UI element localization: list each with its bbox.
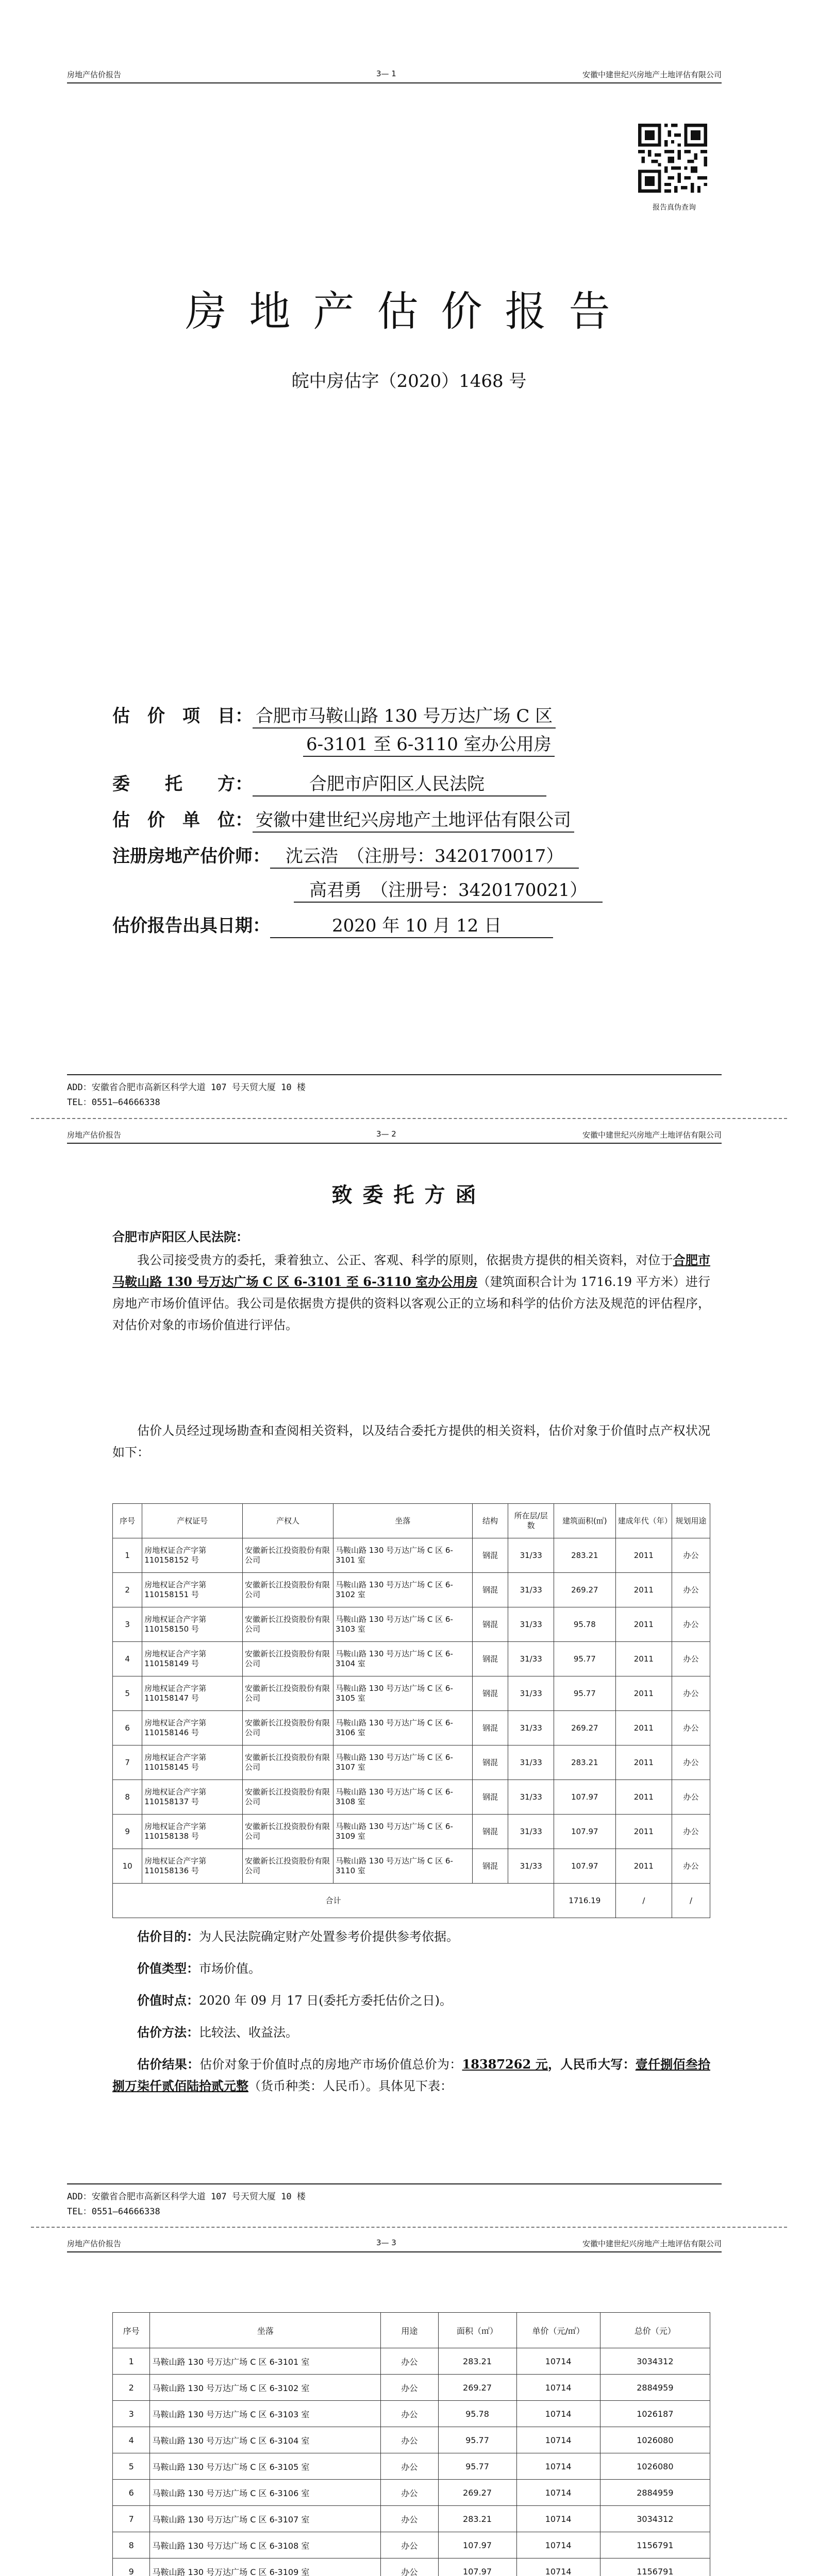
project-row-2 <box>303 733 555 757</box>
table-cell: 107.97 <box>554 1849 615 1884</box>
table-cell: 马鞍山路 130 号万达广场 C 区 6-3103 室 <box>150 2401 381 2427</box>
table-cell: 办公 <box>381 2506 438 2532</box>
total-slash: / <box>615 1884 672 1918</box>
table-row <box>113 1815 710 1849</box>
table-cell: 马鞍山路 130 号万达广场 C 区 6-3105 室 <box>150 2453 381 2480</box>
col-header: 产权人 <box>242 1504 333 1538</box>
table-cell: 2011 <box>615 1711 672 1745</box>
col-header: 规划用途 <box>672 1504 710 1538</box>
table-cell: 马鞍山路 130 号万达广场 C 区 6-3107 室 <box>150 2506 381 2532</box>
table-cell: 10714 <box>516 2427 600 2453</box>
valuers-row-2 <box>294 879 603 903</box>
header-page-mark: 3— 2 <box>376 1129 396 1139</box>
type-row <box>112 1958 710 1979</box>
purpose-row <box>112 1926 710 1947</box>
table-cell: 办公 <box>381 2532 438 2558</box>
table-cell: 31/33 <box>508 1780 554 1815</box>
header-left: 房地产估价报告 <box>67 2239 122 2248</box>
result-amount: 18387262 元 <box>462 2057 548 2072</box>
table-cell: 6 <box>113 2480 150 2506</box>
table-cell: 107.97 <box>554 1780 615 1815</box>
table-row <box>113 2558 710 2576</box>
result-upper: 壹仟捌佰叁拾捌万柒仟贰佰陆拾贰元整 <box>112 2057 711 2093</box>
table-cell: 10714 <box>516 2375 600 2401</box>
table-row <box>113 1676 710 1711</box>
page-break <box>31 2227 787 2228</box>
table-cell: 107.97 <box>438 2532 516 2558</box>
table-cell: 283.21 <box>438 2506 516 2532</box>
table-row <box>113 2348 710 2375</box>
col-header: 所在层/层数 <box>508 1504 554 1538</box>
table-cell: 8 <box>113 1780 142 1815</box>
table-cell: 安徽新长江投资股份有限公司 <box>242 1607 333 1642</box>
total-area: 1716.19 <box>554 1884 615 1918</box>
table-cell: 马鞍山路 130 号万达广场 C 区 6-3108 室 <box>333 1780 472 1815</box>
table-cell: 房地权证合产字第 110158146 号 <box>142 1711 243 1745</box>
table-cell: 安徽新长江投资股份有限公司 <box>242 1815 333 1849</box>
project-value-1: 合肥市马鞍山路 130 号万达广场 C 区 <box>253 705 556 728</box>
date-value: 2020 年 10 月 12 日 <box>270 914 553 938</box>
table-cell: 安徽新长江投资股份有限公司 <box>242 1780 333 1815</box>
table-cell: 2011 <box>615 1573 672 1607</box>
table-cell: 办公 <box>672 1676 710 1711</box>
footer-address: ADD：安徽省合肥市高新区科学大道 107 号天贸大厦 10 楼 <box>67 1082 306 1093</box>
table-cell: 2011 <box>615 1849 672 1884</box>
table2-body <box>113 2348 710 2576</box>
table-cell: 269.27 <box>438 2480 516 2506</box>
col-header: 建筑面积(㎡) <box>554 1504 615 1538</box>
table-cell: 7 <box>113 1745 142 1780</box>
table-cell: 2011 <box>615 1780 672 1815</box>
table-cell: 3034312 <box>600 2506 710 2532</box>
table-cell: 办公 <box>381 2453 438 2480</box>
table-cell: 马鞍山路 130 号万达广场 C 区 6-3110 室 <box>333 1849 472 1884</box>
table-cell: 3 <box>113 1607 142 1642</box>
valuer-1: 沈云浩 （注册号：3420170017） <box>270 845 579 869</box>
table-cell: 10714 <box>516 2480 600 2506</box>
valuers-label: 注册房地产估价师： <box>112 846 270 867</box>
doc-number: 皖中房估字（2020）1468 号 <box>291 371 527 392</box>
letter-addressee: 合肥市庐阳区人民法院： <box>112 1229 248 1244</box>
table-row <box>113 2532 710 2558</box>
table-cell: 2011 <box>615 1538 672 1573</box>
table-cell: 房地权证合产字第 110158151 号 <box>142 1573 243 1607</box>
table-cell: 31/33 <box>508 1676 554 1711</box>
letter-title: 致委托方函 <box>331 1183 487 1207</box>
appraiser-value: 安徽中建世纪兴房地产土地评估有限公司 <box>253 809 574 833</box>
table-cell: 马鞍山路 130 号万达广场 C 区 6-3101 室 <box>150 2348 381 2375</box>
table-cell: 10714 <box>516 2453 600 2480</box>
col-header: 坐落 <box>150 2313 381 2348</box>
page-break <box>31 1118 787 1119</box>
table-cell: 2011 <box>615 1676 672 1711</box>
table-cell: 1026080 <box>600 2427 710 2453</box>
para1-c: （建筑面积合计为 1716.19 平方米）进行房地产市场价值评估。我公司是依据贵方提供的资料以客观公正的立场和科学的估价方法及规范的评估程序，对估价对象的市场价值进行评估。 <box>112 1275 710 1332</box>
table-row <box>113 2453 710 2480</box>
header-left: 房地产估价报告 <box>67 70 122 79</box>
footer-tel: TEL：0551—64666338 <box>67 1097 160 1108</box>
col-header: 用途 <box>381 2313 438 2348</box>
table-cell: 2884959 <box>600 2375 710 2401</box>
table-cell: 房地权证合产字第 110158136 号 <box>142 1849 243 1884</box>
table-cell: 马鞍山路 130 号万达广场 C 区 6-3103 室 <box>333 1607 472 1642</box>
table-cell: 办公 <box>672 1711 710 1745</box>
table-cell: 9 <box>113 1815 142 1849</box>
table-cell: 269.27 <box>554 1573 615 1607</box>
table-row <box>113 2480 710 2506</box>
table-row <box>113 1745 710 1780</box>
table-cell: 31/33 <box>508 1745 554 1780</box>
table-cell: 10714 <box>516 2401 600 2427</box>
page-header <box>67 2231 722 2252</box>
table-cell: 办公 <box>381 2558 438 2576</box>
table-cell: 283.21 <box>554 1538 615 1573</box>
table-cell: 马鞍山路 130 号万达广场 C 区 6-3106 室 <box>333 1711 472 1745</box>
table-row <box>113 1849 710 1884</box>
table-cell: 10714 <box>516 2506 600 2532</box>
col-header: 序号 <box>113 1504 142 1538</box>
table-cell: 办公 <box>381 2401 438 2427</box>
table-cell: 4 <box>113 1642 142 1676</box>
table-cell: 办公 <box>381 2480 438 2506</box>
table-cell: 31/33 <box>508 1573 554 1607</box>
purpose-label: 估价目的： <box>137 1929 199 1944</box>
project-row <box>112 705 556 728</box>
table-cell: 107.97 <box>554 1815 615 1849</box>
table1-body <box>113 1538 710 1884</box>
table-cell: 2011 <box>615 1642 672 1676</box>
time-label: 价值时点： <box>137 1993 199 2008</box>
method-label: 估价方法： <box>137 2025 199 2040</box>
table-cell: 钢混 <box>472 1538 508 1573</box>
table-cell: 269.27 <box>554 1711 615 1745</box>
project-label: 估 价 项 目： <box>112 706 253 726</box>
method-row <box>112 2022 710 2043</box>
table-cell: 安徽新长江投资股份有限公司 <box>242 1849 333 1884</box>
table-cell: 安徽新长江投资股份有限公司 <box>242 1642 333 1676</box>
page-footer <box>67 2183 722 2219</box>
table-cell: 钢混 <box>472 1745 508 1780</box>
table-cell: 办公 <box>672 1573 710 1607</box>
table-cell: 95.78 <box>554 1607 615 1642</box>
table-row <box>113 1711 710 1745</box>
appraiser-row <box>112 809 574 833</box>
table-cell: 马鞍山路 130 号万达广场 C 区 6-3102 室 <box>150 2375 381 2401</box>
total-slash: / <box>672 1884 710 1918</box>
col-header: 序号 <box>113 2313 150 2348</box>
table-cell: 3034312 <box>600 2348 710 2375</box>
table-cell: 办公 <box>672 1538 710 1573</box>
table-cell: 办公 <box>672 1607 710 1642</box>
table-cell: 95.77 <box>554 1676 615 1711</box>
table-cell: 10714 <box>516 2558 600 2576</box>
report-title: 房地产估价报告 <box>185 287 633 335</box>
table-cell: 房地权证合产字第 110158138 号 <box>142 1815 243 1849</box>
footer-address: ADD：安徽省合肥市高新区科学大道 107 号天贸大厦 10 楼 <box>67 2192 306 2202</box>
table-cell: 283.21 <box>554 1745 615 1780</box>
table-cell: 31/33 <box>508 1849 554 1884</box>
table-cell: 7 <box>113 2506 150 2532</box>
table-cell: 6 <box>113 1711 142 1745</box>
table-cell: 31/33 <box>508 1815 554 1849</box>
client-label: 委 托 方： <box>112 774 253 794</box>
table-cell: 马鞍山路 130 号万达广场 C 区 6-3109 室 <box>333 1815 472 1849</box>
header-page-mark: 3— 1 <box>376 69 396 78</box>
letter-paragraph-2: 估价人员经过现场勘查和查阅相关资料，以及结合委托方提供的相关资料，估价对象于价值时点产权状况如下： <box>112 1423 710 1460</box>
col-header: 面积（㎡） <box>438 2313 516 2348</box>
table-cell: 5 <box>113 1676 142 1711</box>
purpose-value: 为人民法院确定财产处置参考价提供参考依据。 <box>199 1929 459 1944</box>
header-right: 安徽中建世纪兴房地产土地评估有限公司 <box>582 70 722 79</box>
table-cell: 办公 <box>672 1642 710 1676</box>
total-label: 合计 <box>113 1884 554 1918</box>
result-row <box>112 2054 710 2097</box>
table-cell: 办公 <box>381 2427 438 2453</box>
table-cell: 95.77 <box>438 2453 516 2480</box>
table-cell: 9 <box>113 2558 150 2576</box>
table-cell: 钢混 <box>472 1780 508 1815</box>
table-cell: 钢混 <box>472 1607 508 1642</box>
table-header-row <box>113 2313 710 2348</box>
table-row <box>113 1538 710 1573</box>
table-cell: 2 <box>113 1573 142 1607</box>
table-cell: 马鞍山路 130 号万达广场 C 区 6-3109 室 <box>150 2558 381 2576</box>
time-row <box>112 1990 710 2011</box>
type-value: 市场价值。 <box>199 1961 261 1976</box>
valuation-result-table <box>112 2312 710 2576</box>
page-footer <box>67 1074 722 1110</box>
table-cell: 钢混 <box>472 1815 508 1849</box>
table-cell: 31/33 <box>508 1538 554 1573</box>
header-right: 安徽中建世纪兴房地产土地评估有限公司 <box>582 1130 722 1140</box>
table-row <box>113 2506 710 2532</box>
table-cell: 钢混 <box>472 1676 508 1711</box>
table-cell: 钢混 <box>472 1642 508 1676</box>
valuers-row <box>112 845 579 869</box>
table-row <box>113 1607 710 1642</box>
table-cell: 4 <box>113 2427 150 2453</box>
table-cell: 1026080 <box>600 2453 710 2480</box>
footer-tel: TEL：0551—64666338 <box>67 2206 160 2217</box>
client-value: 合肥市庐阳区人民法院 <box>253 773 546 796</box>
table-cell: 办公 <box>672 1745 710 1780</box>
table-cell: 10714 <box>516 2532 600 2558</box>
table-cell: 95.77 <box>554 1642 615 1676</box>
table-cell: 3 <box>113 2401 150 2427</box>
table-cell: 安徽新长江投资股份有限公司 <box>242 1573 333 1607</box>
table-cell: 安徽新长江投资股份有限公司 <box>242 1538 333 1573</box>
table-cell: 马鞍山路 130 号万达广场 C 区 6-3107 室 <box>333 1745 472 1780</box>
header-page-mark: 3— 3 <box>376 2238 396 2247</box>
col-header: 总价（元） <box>600 2313 710 2348</box>
para1-property: 合肥市马鞍山路 130 号万达广场 C 区 6-3101 至 6-3110 室办公用房 <box>112 1252 710 1289</box>
table-cell: 95.77 <box>438 2427 516 2453</box>
table-cell: 1026187 <box>600 2401 710 2427</box>
table-row <box>113 1573 710 1607</box>
result-b: ，人民币大写： <box>548 2057 636 2072</box>
table-cell: 31/33 <box>508 1607 554 1642</box>
table-cell: 办公 <box>381 2348 438 2375</box>
col-header: 结构 <box>472 1504 508 1538</box>
col-header: 建成年代（年） <box>615 1504 672 1538</box>
type-label: 价值类型： <box>137 1961 199 1976</box>
table-cell: 1156791 <box>600 2558 710 2576</box>
table-row <box>113 2375 710 2401</box>
table-cell: 房地权证合产字第 110158145 号 <box>142 1745 243 1780</box>
project-value-2: 6-3101 至 6-3110 室办公用房 <box>303 733 555 757</box>
qr-caption: 报告真伪查询 <box>653 204 696 212</box>
table-cell: 107.97 <box>438 2558 516 2576</box>
appraiser-label: 估 价 单 位： <box>112 810 253 831</box>
table-cell: 283.21 <box>438 2348 516 2375</box>
table-row <box>113 2401 710 2427</box>
valuer-2: 高君勇 （注册号：3420170021） <box>294 879 603 903</box>
table-cell: 马鞍山路 130 号万达广场 C 区 6-3102 室 <box>333 1573 472 1607</box>
table-cell: 钢混 <box>472 1849 508 1884</box>
table-row <box>113 1780 710 1815</box>
property-rights-table <box>112 1503 710 1918</box>
table-cell: 安徽新长江投资股份有限公司 <box>242 1676 333 1711</box>
table-cell: 269.27 <box>438 2375 516 2401</box>
header-right: 安徽中建世纪兴房地产土地评估有限公司 <box>582 2239 722 2248</box>
table-cell: 马鞍山路 130 号万达广场 C 区 6-3106 室 <box>150 2480 381 2506</box>
table-cell: 房地权证合产字第 110158149 号 <box>142 1642 243 1676</box>
table-cell: 办公 <box>672 1849 710 1884</box>
table-cell: 马鞍山路 130 号万达广场 C 区 6-3101 室 <box>333 1538 472 1573</box>
table-cell: 10714 <box>516 2348 600 2375</box>
table-cell: 1 <box>113 1538 142 1573</box>
table-cell: 安徽新长江投资股份有限公司 <box>242 1745 333 1780</box>
table-cell: 马鞍山路 130 号万达广场 C 区 6-3104 室 <box>150 2427 381 2453</box>
table-cell: 房地权证合产字第 110158150 号 <box>142 1607 243 1642</box>
table-cell: 钢混 <box>472 1573 508 1607</box>
table-cell: 1 <box>113 2348 150 2375</box>
table-row <box>113 1642 710 1676</box>
table-cell: 房地权证合产字第 110158137 号 <box>142 1780 243 1815</box>
col-header: 坐落 <box>333 1504 472 1538</box>
table-cell: 安徽新长江投资股份有限公司 <box>242 1711 333 1745</box>
col-header: 产权证号 <box>142 1504 243 1538</box>
table-cell: 马鞍山路 130 号万达广场 C 区 6-3108 室 <box>150 2532 381 2558</box>
table-cell: 办公 <box>381 2375 438 2401</box>
table-cell: 31/33 <box>508 1642 554 1676</box>
table-cell: 马鞍山路 130 号万达广场 C 区 6-3104 室 <box>333 1642 472 1676</box>
table-cell: 2011 <box>615 1815 672 1849</box>
table-cell: 10 <box>113 1849 142 1884</box>
table-cell: 马鞍山路 130 号万达广场 C 区 6-3105 室 <box>333 1676 472 1711</box>
table-cell: 2011 <box>615 1607 672 1642</box>
table-cell: 房地权证合产字第 110158147 号 <box>142 1676 243 1711</box>
para1-a: 我公司接受贵方的委托，秉着独立、公正、客观、科学的原则，依据贵方提供的相关资料，对位于 <box>137 1253 673 1267</box>
result-c: （货币种类：人民币）。具体见下表： <box>248 2079 453 2093</box>
result-label: 估价结果： <box>137 2057 200 2072</box>
method-value: 比较法、收益法。 <box>199 2025 298 2040</box>
table-cell: 8 <box>113 2532 150 2558</box>
page-header <box>67 1122 722 1144</box>
table-cell: 2884959 <box>600 2480 710 2506</box>
table-cell: 办公 <box>672 1815 710 1849</box>
table-cell: 1156791 <box>600 2532 710 2558</box>
table-header-row <box>113 1504 710 1538</box>
table-cell: 钢混 <box>472 1711 508 1745</box>
table-total-row <box>113 1884 710 1918</box>
client-row <box>112 773 546 796</box>
result-a: 估价对象于价值时点的房地产市场价值总价为： <box>199 2057 462 2072</box>
qr-code[interactable] <box>638 124 707 193</box>
table-cell: 房地权证合产字第 110158152 号 <box>142 1538 243 1573</box>
date-row <box>112 914 553 938</box>
col-header: 单价（元/㎡） <box>516 2313 600 2348</box>
table-cell: 2 <box>113 2375 150 2401</box>
time-value: 2020 年 09 月 17 日(委托方委托估价之日)。 <box>199 1993 453 2008</box>
date-label: 估价报告出具日期： <box>112 916 270 936</box>
letter-paragraph-1 <box>112 1249 710 1336</box>
header-left: 房地产估价报告 <box>67 1130 122 1140</box>
table-cell: 95.78 <box>438 2401 516 2427</box>
page-header <box>67 62 722 83</box>
table-cell: 2011 <box>615 1745 672 1780</box>
table-cell: 31/33 <box>508 1711 554 1745</box>
table-row <box>113 2427 710 2453</box>
table-cell: 办公 <box>672 1780 710 1815</box>
table-cell: 5 <box>113 2453 150 2480</box>
